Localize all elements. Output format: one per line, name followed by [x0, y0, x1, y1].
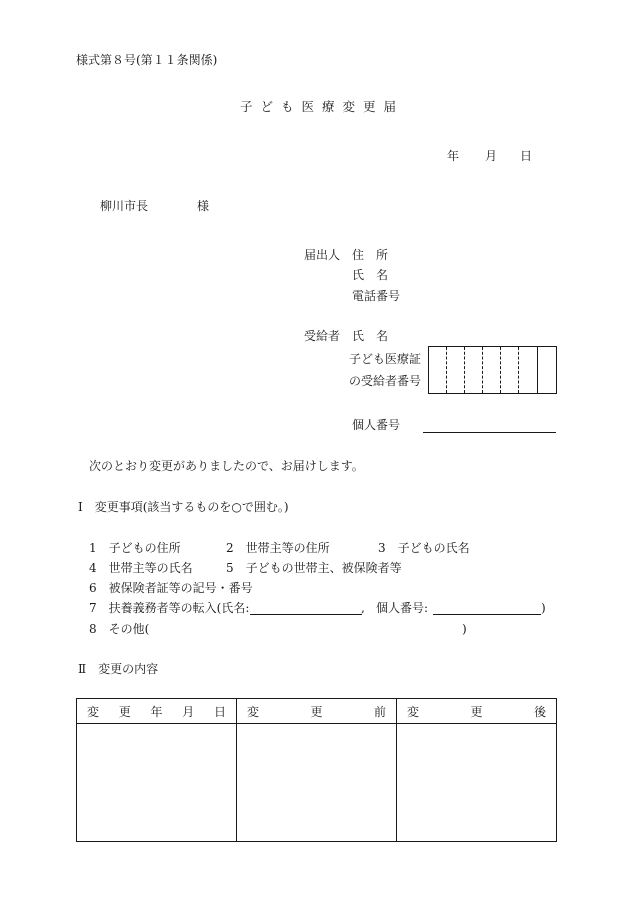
change-date-cell[interactable] — [77, 724, 237, 842]
statement-text: 次のとおり変更がありましたので、お届けします。 — [89, 459, 364, 473]
cert-label-line2: の受給者番号 — [349, 374, 422, 388]
transfer-personal-number-line[interactable] — [433, 614, 541, 615]
transfer-name-line[interactable] — [250, 614, 362, 615]
col-header-after: 変 更 後 — [397, 699, 557, 724]
item7-personal-number-label: 個人番号: — [376, 601, 429, 615]
list-item: 2 世帯主等の住所 — [226, 541, 330, 555]
applicant-phone-label: 電話番号 — [352, 289, 401, 303]
section1-title: Ⅰ 変更事項(該当するものを○で囲む。) — [78, 500, 289, 514]
addressee: 柳川市長 — [100, 199, 149, 213]
list-item: 7 扶養義務者等の転入(氏名: — [89, 601, 250, 615]
page-title: 子ども医療変更届 — [240, 99, 405, 114]
day-label: 日 — [520, 149, 533, 163]
change-content-table — [76, 698, 557, 842]
col-header-change-date: 変 更 年 月 日 — [77, 699, 237, 724]
honorific: 様 — [197, 199, 210, 213]
item7-close-paren: ) — [541, 601, 546, 615]
personal-number-line[interactable] — [423, 432, 556, 433]
form-number: 様式第８号(第１１条関係) — [76, 53, 218, 67]
recipient-number-boxes[interactable] — [428, 346, 557, 394]
list-item: 6 被保険者証等の記号・番号 — [89, 581, 253, 595]
cert-label-line1: 子ども医療証 — [349, 352, 422, 366]
item7-separator: , — [361, 601, 365, 615]
recipient-label: 受給者 — [304, 329, 341, 343]
applicant-name-label: 氏 名 — [352, 268, 389, 282]
list-item: 1 子どもの住所 — [89, 541, 181, 555]
list-item: 8 その他( — [89, 622, 150, 636]
applicant-label: 届出人 — [304, 248, 341, 262]
month-label: 月 — [485, 149, 498, 163]
list-item: 4 世帯主等の氏名 — [89, 561, 193, 575]
section2-title: Ⅱ 変更の内容 — [78, 662, 159, 676]
applicant-address-label: 住 所 — [352, 248, 389, 262]
item8-close-paren: ) — [462, 622, 467, 636]
col-header-before: 変 更 前 — [237, 699, 397, 724]
after-cell[interactable] — [397, 724, 557, 842]
list-item: 5 子どもの世帯主、被保険者等 — [226, 561, 402, 575]
year-label: 年 — [447, 149, 460, 163]
recipient-name-label: 氏 名 — [352, 329, 389, 343]
personal-number-label: 個人番号 — [352, 418, 401, 432]
list-item: 3 子どもの氏名 — [378, 541, 470, 555]
before-cell[interactable] — [237, 724, 397, 842]
